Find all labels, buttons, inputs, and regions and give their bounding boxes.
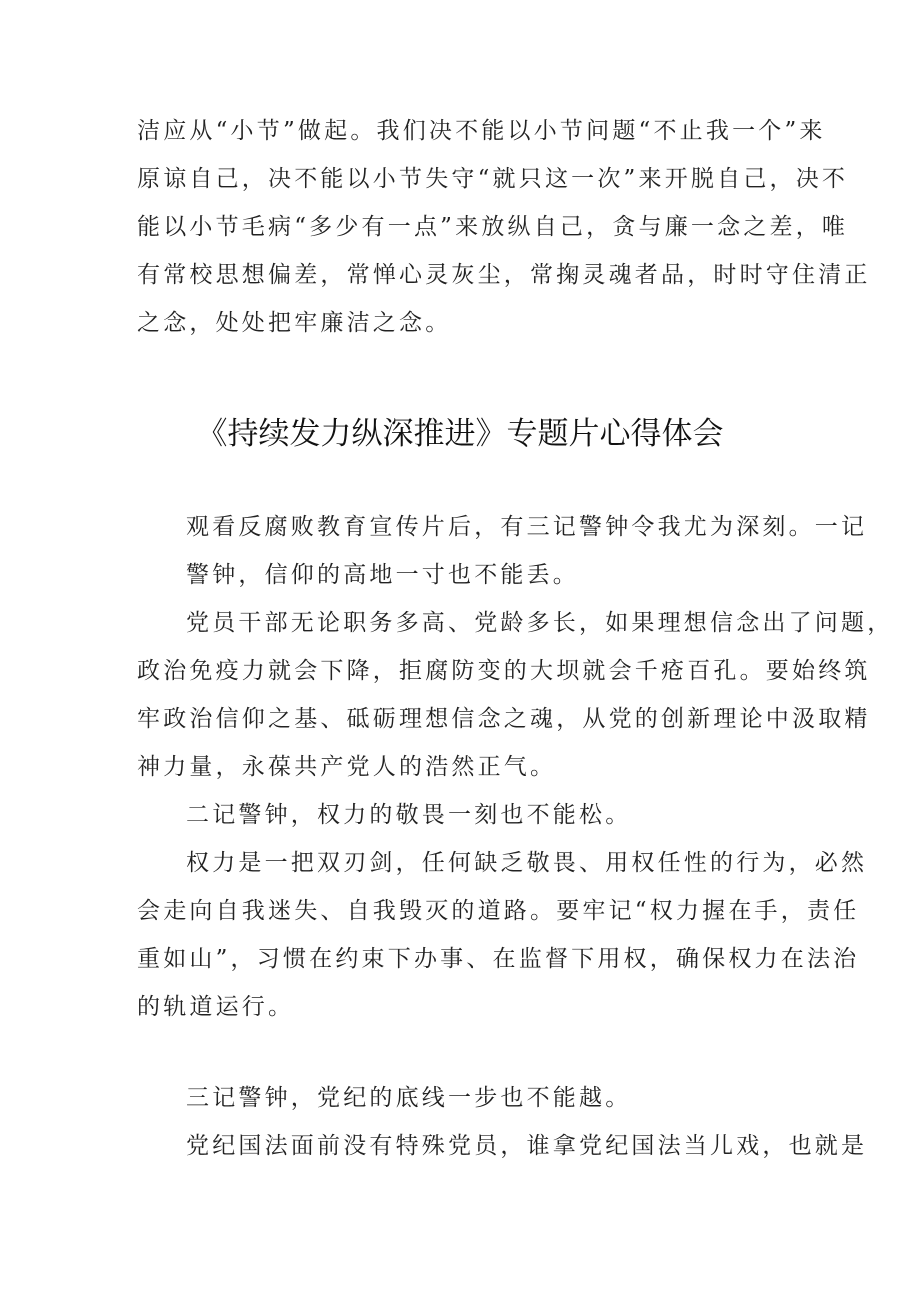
paragraph-line: 重如山”，习惯在约束下办事、在监督下用权，确保权力在法治	[137, 946, 860, 972]
paragraph-line: 会走向自我迷失、自我毁灭的道路。要牢记“权力握在手，责任	[137, 898, 860, 924]
text-line: 原谅自己，决不能以小节失守“就只这一次”来开脱自己，决不	[137, 166, 849, 192]
paragraph-line: 党员干部无论职务多高、党龄多长，如果理想信念出了问题，	[186, 610, 894, 636]
document-title: 《持续发力纵深推进》专题片心得体会	[196, 416, 724, 452]
paragraph-line: 党纪国法面前没有特殊党员，谁拿党纪国法当儿戏，也就是	[186, 1133, 868, 1159]
paragraph-line: 权力是一把双刃剑，任何缺乏敬畏、用权任性的行为，必然	[186, 850, 868, 876]
text-line: 有常校思想偏差，常惮心灵灰尘，常掬灵魂者品，时时守住清正	[137, 262, 871, 288]
paragraph-line: 二记警钟，权力的敬畏一刻也不能松。	[186, 802, 632, 828]
paragraph-line: 政治免疫力就会下降，拒腐防变的大坝就会千疮百孔。要始终筑	[137, 658, 871, 684]
text-line: 之念，处处把牢廉洁之念。	[137, 310, 452, 336]
paragraph-line: 牢政治信仰之基、砥砺理想信念之魂，从党的创新理论中汲取精	[137, 706, 871, 732]
text-line: 能以小节毛病“多少有一点”来放纵自己，贪与廉一念之差，唯	[137, 214, 849, 240]
paragraph-line: 观看反腐败教育宣传片后，有三记警钟令我尤为深刻。一记	[186, 514, 868, 540]
paragraph-line: 三记警钟，党纪的底线一步也不能越。	[186, 1085, 632, 1111]
paragraph-line: 神力量，永葆共产党人的浩然正气。	[137, 754, 557, 780]
text-line: 洁应从“小节”做起。我们决不能以小节问题“不止我一个”来	[137, 118, 826, 144]
paragraph-line: 的轨道运行。	[137, 994, 295, 1020]
paragraph-line: 警钟，信仰的高地一寸也不能丢。	[186, 562, 579, 588]
